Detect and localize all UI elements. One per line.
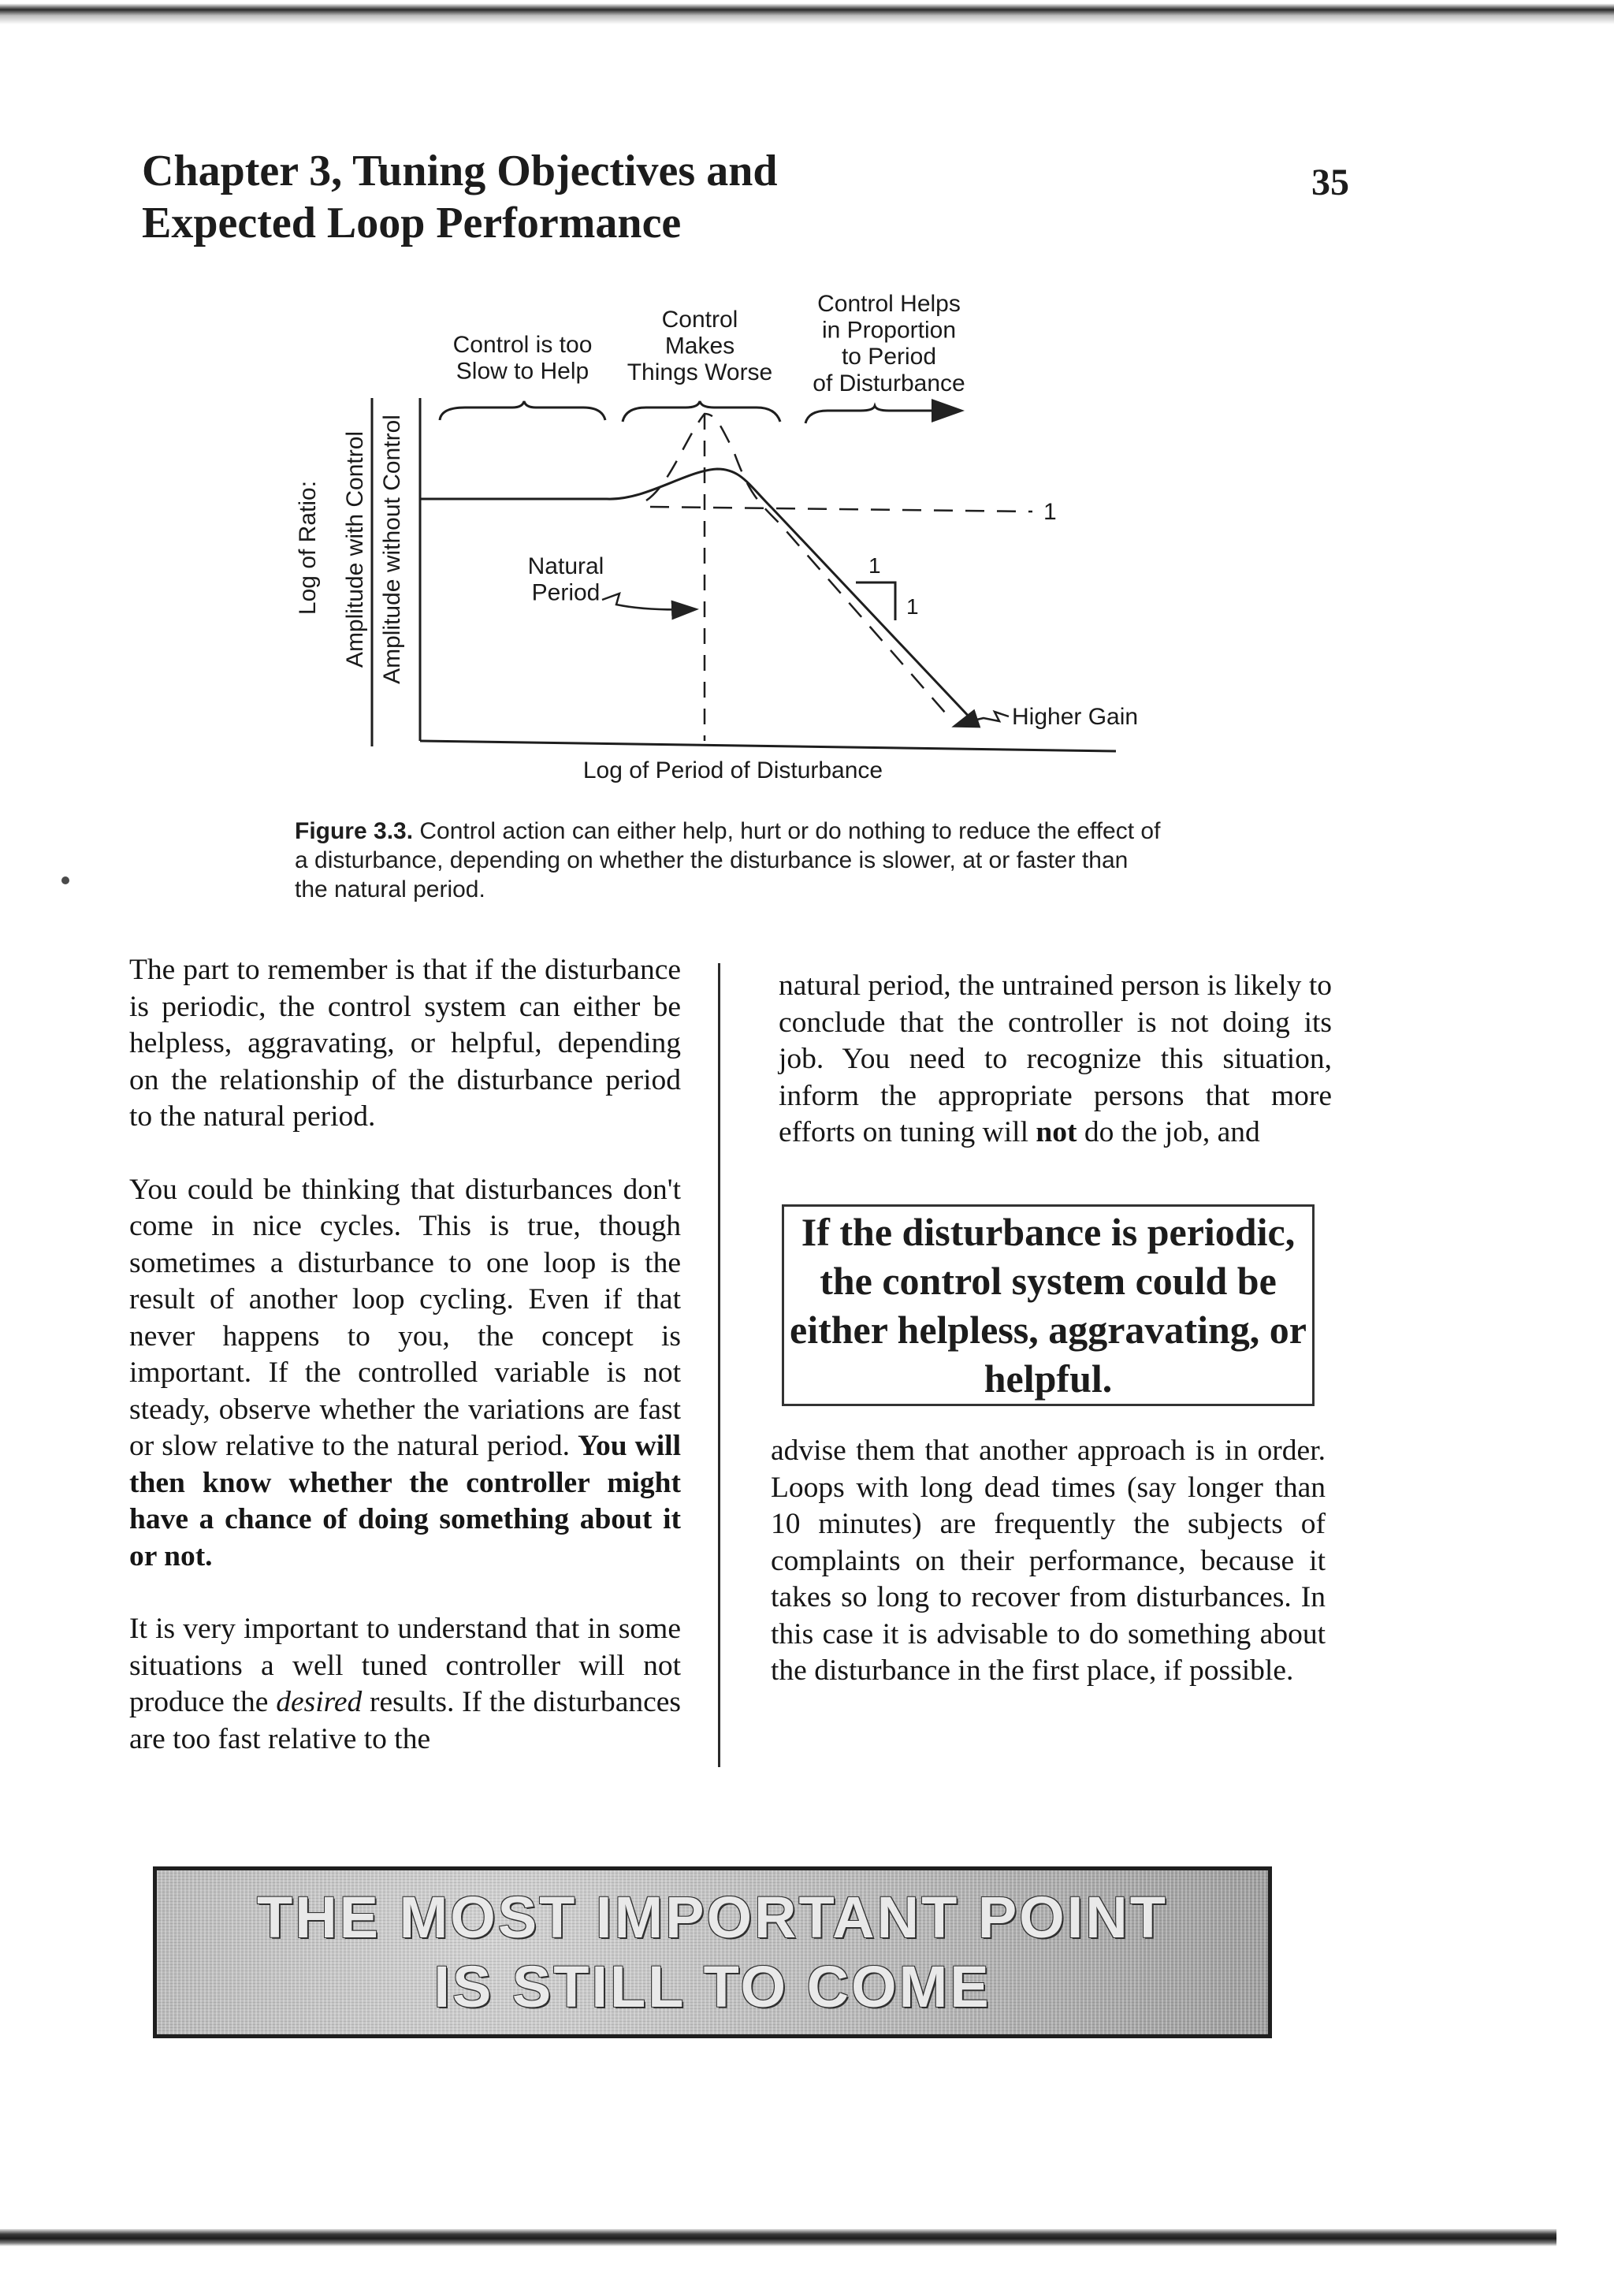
y-axis-label-numerator: Amplitude with Control bbox=[342, 430, 368, 668]
figure-label-line: Slow to Help bbox=[456, 358, 589, 385]
left-paragraph-3-text: It is very important to understand that in some situations a well tuned controller will not produce the bbox=[129, 1613, 681, 1718]
right-paragraph-1-tail: do the job, and bbox=[1077, 1116, 1260, 1148]
x-axis bbox=[420, 741, 1116, 751]
higher-gain-pointer bbox=[955, 712, 1009, 726]
right-paragraph-2: advise them that another approach is in order. Loops with long dead times (say longer than 10 minutes) are frequently the subjects of complaints on their performance, because it takes so long to recover from disturbances. In this case it is advisable to do something about the disturbance in the first place, if possible. bbox=[771, 1435, 1326, 1687]
left-paragraph-3-tail: results. If the disturbances are too fast relative to the bbox=[129, 1686, 681, 1755]
pull-quote-box bbox=[782, 1204, 1315, 1406]
figure-caption bbox=[295, 817, 1162, 904]
figure-label-line: Control bbox=[661, 307, 738, 333]
region-label-worse bbox=[627, 307, 773, 385]
brace-slow bbox=[440, 401, 605, 420]
left-paragraph-2-text: You could be thinking that disturbances don't come in nice cycles. This is true, though sometimes a disturbance to one loop is the result of another loop cycling. Even if that never happens to you, the concept is important. If the controlled variable is not steady, observe whether the variations are fast or slow relative to the natural period. bbox=[129, 1173, 681, 1462]
figure-label-line: of Disturbance bbox=[813, 370, 965, 396]
pull-quote-text: If the disturbance is periodic, the control system could be either helpless, aggravating, or helpful. bbox=[790, 1210, 1307, 1401]
left-column bbox=[129, 952, 681, 1758]
natural-period-pointer bbox=[602, 594, 695, 609]
figure-label-line: Control Helps bbox=[817, 291, 961, 317]
banner-line-1: THE MOST IMPORTANT POINT bbox=[257, 1885, 1168, 1950]
figure-label-line: Things Worse bbox=[627, 359, 773, 386]
figure-label-line: Period bbox=[531, 579, 601, 606]
region-label-slow bbox=[453, 332, 593, 385]
right-paragraph-1 bbox=[779, 968, 1332, 1152]
figure-3-3-diagram bbox=[276, 280, 1182, 800]
figure-label-line: in Proportion bbox=[821, 317, 957, 344]
figure-caption-label: Figure 3.3. bbox=[295, 818, 414, 844]
higher-gain-label: Higher Gain bbox=[1012, 704, 1139, 730]
figure-caption-text: Control action can either help, hurt or do nothing to reduce the effect of a disturbance, depending on whether the disturbance is slower, at or faster than the natural period. bbox=[295, 818, 1161, 902]
chapter-title: Chapter 3, Tuning Objectives and Expected Loop Performance bbox=[142, 147, 778, 247]
important-point-banner bbox=[153, 1866, 1272, 2038]
left-paragraph-1: The part to remember is that if the disturbance is periodic, the control system can either be helpless, aggravating, or helpful, depending on the relationship of the disturbance period to the natural period. bbox=[129, 954, 681, 1133]
figure-label-line: Control is too bbox=[452, 332, 593, 358]
right-column-top bbox=[779, 968, 1332, 1152]
right-paragraph-1-text: natural period, the untrained person is likely to conclude that the controller is not doing its job. You need to recognize this situation, inform the appropriate persons that more efforts on tuning will bbox=[779, 969, 1332, 1148]
left-paragraph-3 bbox=[129, 1611, 681, 1758]
page-number: 35 bbox=[1311, 162, 1349, 203]
figure-label-line: Natural bbox=[527, 553, 604, 579]
higher-gain-curve bbox=[646, 414, 946, 713]
figure-label-line: to Period bbox=[841, 344, 937, 370]
scan-edge-top bbox=[0, 0, 1614, 35]
left-paragraph-2-bold: You will then know whether the controller might have a chance of doing something about it or not. bbox=[129, 1430, 682, 1572]
column-divider bbox=[718, 963, 720, 1767]
right-paragraph-1-bold: not bbox=[1036, 1116, 1077, 1148]
scan-edge-bottom bbox=[0, 2229, 1556, 2246]
brace-helps bbox=[805, 406, 889, 423]
region-label-helps bbox=[813, 291, 965, 396]
left-paragraph-3-italic: desired bbox=[276, 1686, 363, 1718]
natural-period-label bbox=[528, 553, 604, 606]
left-paragraph-2 bbox=[129, 1172, 681, 1576]
right-column-bottom bbox=[771, 1433, 1326, 1690]
figure-label-line: Makes bbox=[664, 333, 735, 359]
y-axis-label-denominator: Amplitude without Control bbox=[379, 415, 405, 684]
unity-reference-label: 1 bbox=[1043, 499, 1057, 525]
y-axis-label-outer: Log of Ratio: bbox=[295, 480, 321, 616]
banner-line-2: IS STILL TO COME bbox=[433, 1954, 991, 2019]
scan-speck bbox=[61, 876, 69, 884]
slope-label-run: 1 bbox=[868, 553, 881, 578]
unity-reference-line bbox=[650, 507, 1032, 512]
slope-label-rise: 1 bbox=[906, 594, 919, 619]
x-axis-label: Log of Period of Disturbance bbox=[582, 757, 883, 783]
